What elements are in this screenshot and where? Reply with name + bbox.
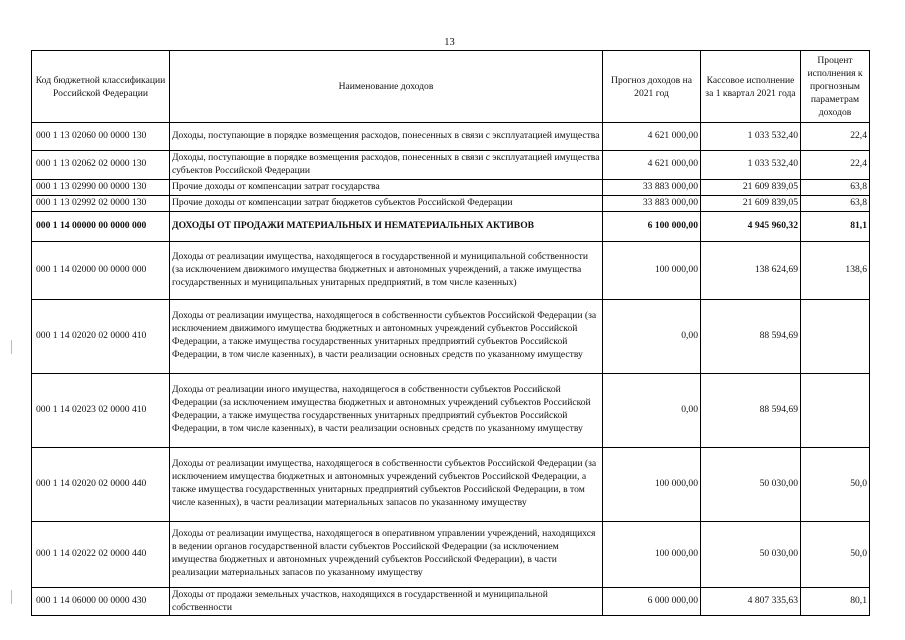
cell-code: 000 1 14 02023 02 0000 410 [32,373,170,447]
header-cash: Кассовое исполнение за 1 квартал 2021 года [701,51,801,123]
cell-forecast: 0,00 [603,299,701,373]
table-row [32,447,870,521]
cell-percent: 22,4 [801,123,870,151]
cell-forecast: 100 000,00 [603,521,701,587]
table-row [32,123,870,151]
cell-forecast: 4 621 000,00 [603,123,701,151]
cell-code: 000 1 13 02992 02 0000 130 [32,195,170,211]
table-row [32,521,870,587]
cell-percent: 81,1 [801,211,870,241]
cell-cash: 50 030,00 [701,447,801,521]
cell-cash: 4 807 335,63 [701,587,801,616]
cell-code: 000 1 13 02990 00 0000 130 [32,179,170,195]
cell-name: Доходы от реализации имущества, находящегося в собственности субъектов Российской Федерации (за исключением имущества бюджетных и автономных учреждений субъектов Российской Федерации, а также имущества государственных унитарных предприятий субъектов Российской Федерации, в том числе казенных), в части реализации материальных запасов по указанному имуществу [170,447,603,521]
cell-forecast: 6 100 000,00 [603,211,701,241]
margin-mark [11,590,12,604]
cell-code: 000 1 13 02060 00 0000 130 [32,123,170,151]
cell-name: Доходы, поступающие в порядке возмещения расходов, понесенных в связи с эксплуатацией имущества [170,123,603,151]
table-row [32,241,870,299]
cell-percent: 63,8 [801,179,870,195]
cell-forecast: 6 000 000,00 [603,587,701,616]
cell-percent [801,299,870,373]
header-percent: Процент исполнения к прогнозным параметрам доходов [801,51,870,123]
cell-percent: 138,6 [801,241,870,299]
table-row [32,195,870,211]
cell-percent: 50,0 [801,447,870,521]
margin-mark [11,340,12,354]
cell-forecast: 100 000,00 [603,447,701,521]
table-row [32,179,870,195]
cell-forecast: 4 621 000,00 [603,151,701,180]
cell-name: Доходы от реализации имущества, находящегося в государственной и муниципальной собственности (за исключением движимого имущества бюджетных и автономных учреждений, а также имущества государственных и муниципальных унитарных предприятий, в том числе казенных) [170,241,603,299]
cell-cash: 88 594,69 [701,373,801,447]
cell-name: ДОХОДЫ ОТ ПРОДАЖИ МАТЕРИАЛЬНЫХ И НЕМАТЕРИАЛЬНЫХ АКТИВОВ [170,211,603,241]
cell-percent: 80,1 [801,587,870,616]
cell-name: Доходы от реализации имущества, находящегося в оперативном управлении учреждений, находящихся в ведении органов государственной власти субъектов Российской Федерации (за исключением имущества бюджетных и автономных учреждений субъектов Российской Федерации), в части реализации материальных запасов по указанному имуществу [170,521,603,587]
cell-code: 000 1 14 02022 02 0000 440 [32,521,170,587]
header-forecast: Прогноз доходов на 2021 год [603,51,701,123]
header-name: Наименование доходов [170,51,603,123]
cell-cash: 138 624,69 [701,241,801,299]
cell-cash: 21 609 839,05 [701,179,801,195]
table-row [32,587,870,616]
table-row [32,151,870,180]
cell-code: 000 1 14 02000 00 0000 000 [32,241,170,299]
cell-name: Доходы от реализации иного имущества, находящегося в собственности субъектов Российской Федерации (за исключением имущества бюджетных и автономных учреждений субъектов Российской Федерации, а также имущества государственных унитарных предприятий субъектов Российской Федерации, в том числе казенных), в части реализации основных средств по указанному имуществу [170,373,603,447]
cell-cash: 4 945 960,32 [701,211,801,241]
cell-cash: 50 030,00 [701,521,801,587]
cell-forecast: 33 883 000,00 [603,195,701,211]
cell-percent: 63,8 [801,195,870,211]
cell-forecast: 33 883 000,00 [603,179,701,195]
cell-code: 000 1 13 02062 02 0000 130 [32,151,170,180]
page-number: 13 [444,37,455,48]
cell-cash: 1 033 532,40 [701,123,801,151]
cell-cash: 21 609 839,05 [701,195,801,211]
table-row-section [32,211,870,241]
cell-name: Доходы от реализации имущества, находящегося в собственности субъектов Российской Федерации (за исключением движимого имущества бюджетных и автономных учреждений субъектов Российской Федерации, а также имущества государственных унитарных предприятий субъектов Российской Федерации, в том числе казенных), в части реализации основных средств по указанному имуществу [170,299,603,373]
cell-percent: 50,0 [801,521,870,587]
cell-code: 000 1 14 00000 00 0000 000 [32,211,170,241]
cell-cash: 1 033 532,40 [701,151,801,180]
cell-percent [801,373,870,447]
table-row [32,299,870,373]
cell-name: Доходы, поступающие в порядке возмещения расходов, понесенных в связи с эксплуатацией имущества субъектов Российской Федерации [170,151,603,180]
cell-code: 000 1 14 02020 02 0000 440 [32,447,170,521]
table-row [32,373,870,447]
cell-forecast: 100 000,00 [603,241,701,299]
cell-name: Прочие доходы от компенсации затрат государства [170,179,603,195]
cell-forecast: 0,00 [603,373,701,447]
cell-name: Прочие доходы от компенсации затрат бюджетов субъектов Российской Федерации [170,195,603,211]
table-header-row [32,51,870,123]
cell-percent: 22,4 [801,151,870,180]
revenue-table [31,50,870,616]
cell-name: Доходы от продажи земельных участков, находящихся в государственной и муниципальной собственности [170,587,603,616]
cell-code: 000 1 14 02020 02 0000 410 [32,299,170,373]
cell-code: 000 1 14 06000 00 0000 430 [32,587,170,616]
header-code: Код бюджетной классификации Российской Федерации [32,51,170,123]
cell-cash: 88 594,69 [701,299,801,373]
